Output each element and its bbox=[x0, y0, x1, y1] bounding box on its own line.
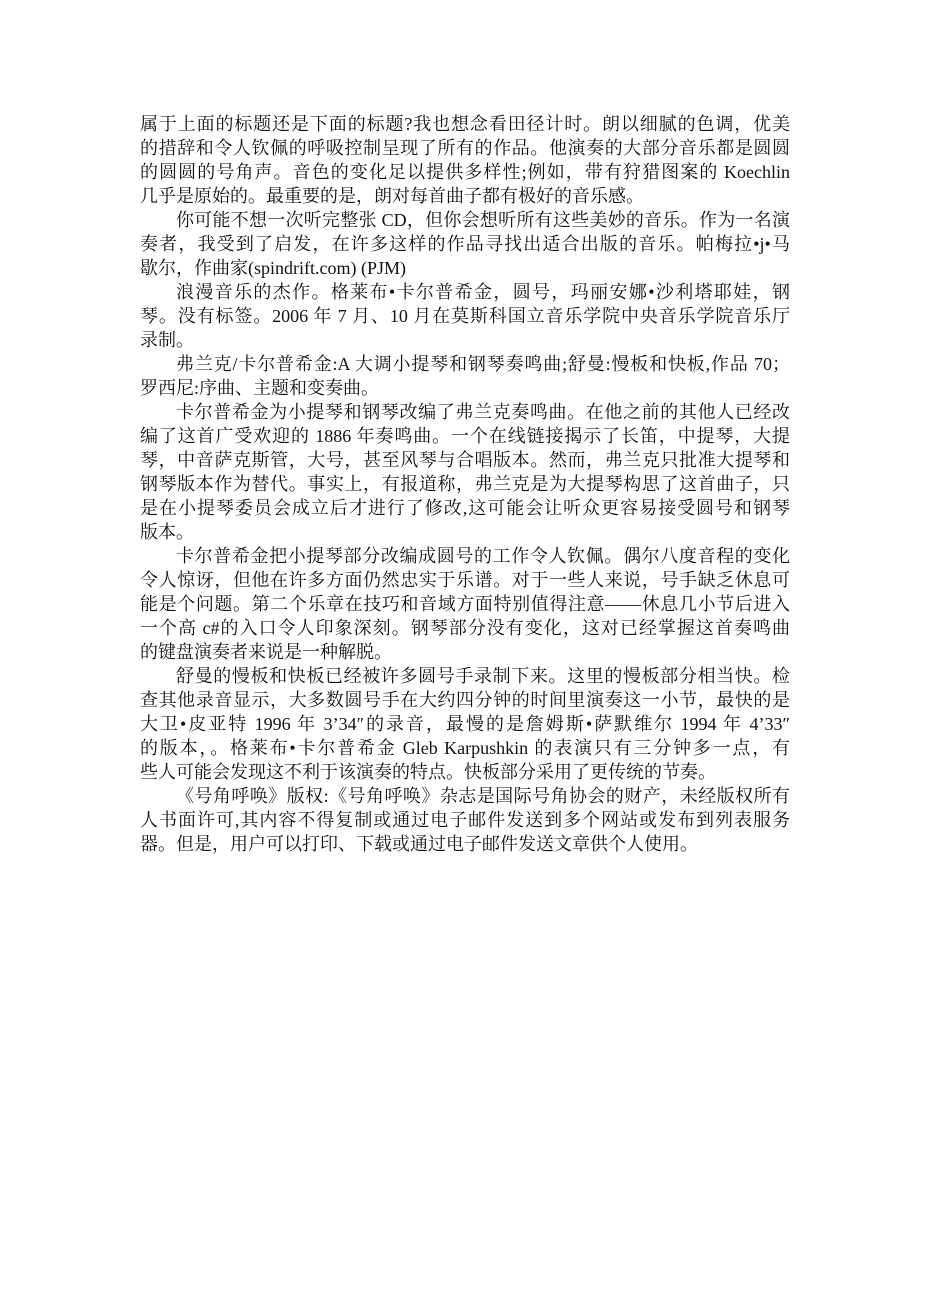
text-line-10: 录制。 bbox=[140, 330, 194, 350]
text-line-22: 一个高 c#的入口令人印象深刻。钢琴部分没有变化，这对已经掌握这首奏鸣曲 bbox=[140, 618, 790, 638]
text-line-16: 钢琴版本作为替代。事实上，有报道称，弗兰克是为大提琴构思了这首曲子，只 bbox=[140, 474, 790, 494]
text-line-18: 版本。 bbox=[140, 522, 194, 542]
text-block bbox=[140, 112, 790, 856]
text-line-31: 器。但是，用户可以打印、下载或通过电子邮件发送文章供个人使用。 bbox=[140, 834, 698, 854]
text-line-28: 些人可能会发现这不利于该演奏的特点。快板部分采用了更传统的节奏。 bbox=[140, 762, 716, 782]
text-line-29: 《号角呼唤》版权:《号角呼唤》杂志是国际号角协会的财产，未经版权所有 bbox=[176, 786, 790, 806]
text-line-6: 奏者，我受到了启发，在许多这样的作品寻找出适合出版的音乐。帕梅拉•j•马 bbox=[140, 234, 790, 254]
text-line-23: 的键盘演奏者来说是一种解脱。 bbox=[140, 642, 392, 662]
text-line-27: 的版本，。格莱布•卡尔普希金 Gleb Karpushkin 的表演只有三分钟多一点，有 bbox=[140, 738, 790, 758]
text-line-3: 的圆圆的号角声。音色的变化足以提供多样性;例如，带有狩猎图案的 Koechlin bbox=[140, 162, 790, 182]
text-line-4: 几乎是原始的。最重要的是，朗对每首曲子都有极好的音乐感。 bbox=[140, 186, 644, 206]
text-line-11: 弗兰克/卡尔普希金:A 大调小提琴和钢琴奏鸣曲;舒曼:慢板和快板,作品 70； bbox=[176, 354, 790, 374]
text-line-24: 舒曼的慢板和快板已经被许多圆号手录制下来。这里的慢板部分相当快。检 bbox=[176, 666, 790, 686]
text-line-7: 歇尔，作曲家(spindrift.com) (PJM) bbox=[140, 258, 406, 278]
text-line-1: 属于上面的标题还是下面的标题?我也想念看田径计时。朗以细腻的色调，优美 bbox=[140, 114, 790, 134]
text-line-9: 琴。没有标签。2006 年 7 月、10 月在莫斯科国立音乐学院中央音乐学院音乐厅 bbox=[140, 306, 790, 326]
text-line-13: 卡尔普希金为小提琴和钢琴改编了弗兰克奏鸣曲。在他之前的其他人已经改 bbox=[176, 402, 790, 422]
text-line-30: 人书面许可,其内容不得复制或通过电子邮件发送到多个网站或发布到列表服务 bbox=[140, 810, 790, 830]
text-line-20: 令人惊讶，但他在许多方面仍然忠实于乐谱。对于一些人来说，号手缺乏休息可 bbox=[140, 570, 790, 590]
text-line-26: 大卫•皮亚特 1996 年 3’34″的录音，最慢的是詹姆斯•萨默维尔 1994 年 4’33″ bbox=[140, 714, 790, 734]
text-line-14: 编了这首广受欢迎的 1886 年奏鸣曲。一个在线链接揭示了长笛，中提琴，大提 bbox=[140, 426, 790, 446]
text-line-8: 浪漫音乐的杰作。格莱布•卡尔普希金，圆号，玛丽安娜•沙利塔耶娃，钢 bbox=[176, 282, 790, 302]
text-line-5: 你可能不想一次听完整张 CD，但你会想听所有这些美妙的音乐。作为一名演 bbox=[176, 210, 790, 230]
text-line-17: 是在小提琴委员会成立后才进行了修改,这可能会让听众更容易接受圆号和钢琴 bbox=[140, 498, 790, 518]
text-line-25: 查其他录音显示，大多数圆号手在大约四分钟的时间里演奏这一小节，最快的是 bbox=[140, 690, 790, 710]
text-line-21: 能是个问题。第二个乐章在技巧和音域方面特别值得注意——休息几小节后进入 bbox=[140, 594, 790, 614]
text-line-19: 卡尔普希金把小提琴部分改编成圆号的工作令人钦佩。偶尔八度音程的变化 bbox=[176, 546, 790, 566]
text-line-15: 琴，中音萨克斯管，大号，甚至风琴与合唱版本。然而，弗兰克只批准大提琴和 bbox=[140, 450, 790, 470]
text-line-12: 罗西尼:序曲、主题和变奏曲。 bbox=[140, 378, 379, 398]
text-line-2: 的措辞和令人钦佩的呼吸控制呈现了所有的作品。他演奏的大部分音乐都是圆圆 bbox=[140, 138, 790, 158]
